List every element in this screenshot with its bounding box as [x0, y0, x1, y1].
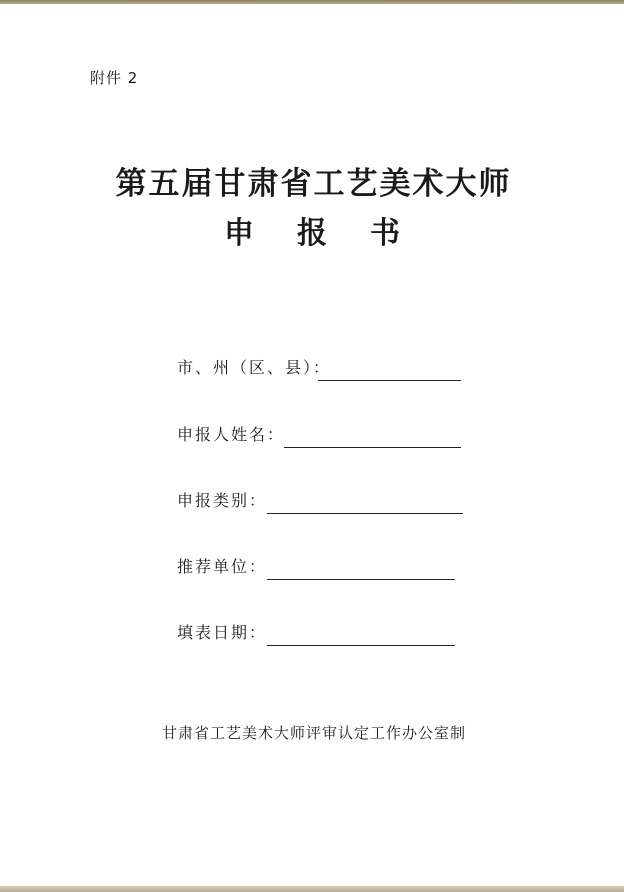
document-title: 第五届甘肃省工艺美术大师: [115, 166, 512, 202]
field-city-district-label: 市、州（区、县）：: [177, 358, 332, 377]
field-city-district: [177, 357, 467, 381]
field-city-district-blank[interactable]: [318, 380, 461, 381]
page-top-edge: [0, 0, 624, 4]
field-recommending-unit: [177, 556, 467, 580]
field-category-blank[interactable]: [267, 513, 463, 514]
field-fill-date: [177, 622, 467, 646]
field-applicant-name: [177, 424, 467, 448]
issuer-footer: 甘肃省工艺美术大师评审认定工作办公室制: [161, 724, 466, 742]
document-subtitle: 申报书: [224, 216, 443, 251]
field-category: [177, 490, 467, 514]
page-bottom-edge: [0, 886, 624, 892]
field-applicant-name-label: 申报人姓名：: [177, 425, 286, 444]
field-recommending-unit-blank[interactable]: [267, 579, 455, 580]
field-applicant-name-blank[interactable]: [284, 447, 461, 448]
attachment-label: 附件 2: [90, 69, 139, 87]
field-category-label: 申报类别：: [177, 491, 268, 510]
field-recommending-unit-label: 推荐单位：: [177, 557, 268, 576]
field-fill-date-blank[interactable]: [267, 645, 455, 646]
field-fill-date-label: 填表日期：: [177, 623, 268, 642]
